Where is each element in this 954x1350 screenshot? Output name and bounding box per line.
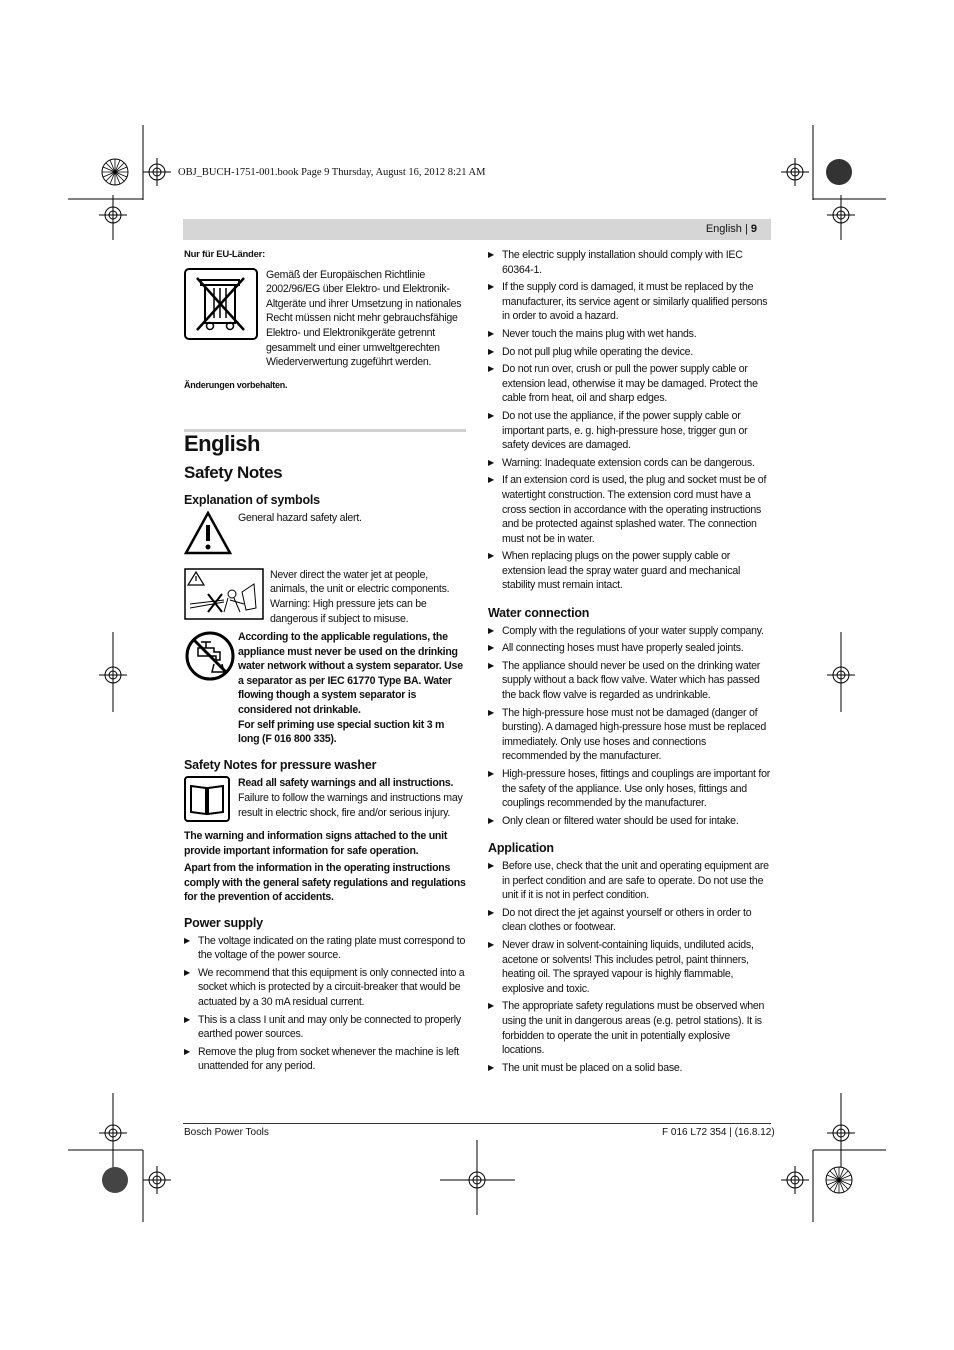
pressure-washer-heading: Safety Notes for pressure washer bbox=[184, 757, 377, 772]
header-language: English bbox=[705, 223, 742, 235]
power-supply-heading: Power supply bbox=[184, 916, 263, 930]
safety-notes-heading: Safety Notes bbox=[184, 462, 283, 482]
drinking-warning-block bbox=[238, 630, 468, 747]
eu-weee-block bbox=[184, 268, 469, 370]
drinking-warning-text: According to the applicable regulations, the appliance must never be used on the drinking water network without a system separator. Use a separator as per IEC 61770 Type BA. Water flowing though a system separator is considered not drinkable. bbox=[238, 631, 463, 717]
list-item: ▶ Do not direct the jet against yourself or others in order to clean clothes or footwear. bbox=[488, 906, 773, 935]
hazard-symbol-row bbox=[184, 511, 469, 560]
footer-rule bbox=[183, 1123, 771, 1124]
symbols-heading: Explanation of symbols bbox=[184, 492, 320, 507]
left-column bbox=[184, 248, 469, 1077]
list-item: ▶ Do not run over, crush or pull the power supply cable or extension lead, otherwise it may be damaged. Protect the cable from heat, oil and sharp edges. bbox=[488, 362, 773, 406]
signs-info-text: The warning and information signs attached to the unit provide important information for safe operation. bbox=[184, 830, 448, 857]
read-manual-row bbox=[184, 776, 469, 827]
read-warnings-text: Failure to follow the warnings and instructions may result in electric shock, fire and/or serious injury. bbox=[238, 792, 463, 819]
list-item: ▶ Comply with the regulations of your water supply company. bbox=[488, 624, 773, 639]
page-header bbox=[706, 223, 757, 235]
application-heading: Application bbox=[488, 841, 554, 856]
list-item: ▶ The unit must be placed on a solid base. bbox=[488, 1061, 773, 1076]
list-item: ▶ Do not use the appliance, if the power supply cable or important parts, e. g. high-pressure hose, trigger gun or safety devices are damaged. bbox=[488, 409, 773, 453]
list-item: ▶ The high-pressure hose must not be damaged (danger of bursting). A damaged high-pressure hose must be replaced immediately. Only use hoses and connections recommended by the manufacturer. bbox=[488, 706, 773, 764]
electrical-list bbox=[488, 248, 773, 593]
list-item: ▶ The appropriate safety regulations must be observed when using the unit in dangerous areas (e.g. petrol stations). It is forbidden to operate the unit in potentially explosive locations. bbox=[488, 999, 773, 1057]
jet-symbol-row bbox=[184, 568, 469, 626]
list-item: ▶ Never touch the mains plug with wet hands. bbox=[488, 327, 773, 342]
application-list bbox=[488, 859, 773, 1075]
hazard-warning-icon bbox=[184, 511, 238, 560]
list-item: ▶ We recommend that this equipment is only connected into a socket which is protected by a circuit-breaker that would be actuated by a 30 mA residual current. bbox=[184, 966, 469, 1010]
list-item: ▶ All connecting hoses must have properly sealed joints. bbox=[488, 641, 773, 656]
print-slug-line: OBJ_BUCH-1751-001.book Page 9 Thursday, August 16, 2012 8:21 AM bbox=[178, 167, 486, 178]
water-connection-heading: Water connection bbox=[488, 606, 590, 621]
list-item: ▶ Only clean or filtered water should be used for intake. bbox=[488, 814, 773, 829]
water-jet-warning-icon bbox=[184, 568, 270, 625]
footer-doc-number: F 016 L72 354 | (16.8.12) bbox=[662, 1127, 775, 1138]
no-drinking-water-icon bbox=[184, 630, 238, 687]
list-item: ▶ Never draw in solvent-containing liquids, undiluted acids, acetone or solvents! This includes petrol, paint thinners, heating oil. The sprayed vapour is highly flammable, explosive and toxic. bbox=[488, 938, 773, 996]
list-item: ▶ The electric supply installation should comply with IEC 60364-1. bbox=[488, 248, 773, 277]
list-item: ▶ If an extension cord is used, the plug and socket must be of watertight construction. The extension cord must have a cross section in accordance with the operating instructions and be protected against splashed water. The connection must not be in water. bbox=[488, 473, 773, 546]
list-item: ▶ Warning: Inadequate extension cords can be dangerous. bbox=[488, 456, 773, 471]
list-item: ▶ High-pressure hoses, fittings and couplings are important for the safety of the appliance. Use only hoses, fittings and couplings recommended by the manufacturer. bbox=[488, 767, 773, 811]
list-item: ▶ Before use, check that the unit and operating equipment are in perfect condition and are safe to operate. Do not use the unit if it is not in perfect condition. bbox=[488, 859, 773, 903]
jet-warning-text: Never direct the water jet at people, animals, the unit or electric components. Warning: High pressure jets can be dangerous if subject to misuse. bbox=[270, 568, 450, 625]
list-item: ▶ When replacing plugs on the power supply cable or extension lead the spray water guard and mechanical stability must remain intact. bbox=[488, 549, 773, 593]
changes-note: Änderungen vorbehalten. bbox=[184, 379, 288, 390]
eu-text: Gemäß der Europäischen Richtlinie 2002/96/EG über Elektro- und Elektronik-Altgeräte und ihrer Umsetzung in nationales Recht müssen nicht mehr gebrauchsfähige Elektro- und Elektronikgeräte getrennt gesammelt und einer umweltgerechten Wiederverwertung zugeführt werden. bbox=[266, 268, 462, 369]
page-header-bar bbox=[183, 219, 771, 240]
list-item: ▶ Do not pull plug while operating the device. bbox=[488, 345, 773, 360]
right-column bbox=[488, 248, 773, 1078]
list-item: ▶ This is a class I unit and may only be connected to properly earthed power sources. bbox=[184, 1013, 469, 1042]
suction-kit-text: For self priming use special suction kit 3 m long (F 016 800 335). bbox=[238, 718, 445, 746]
list-item: ▶ The voltage indicated on the rating plate must correspond to the voltage of the power source. bbox=[184, 934, 469, 963]
header-separator: | bbox=[744, 223, 748, 235]
language-heading: English bbox=[184, 431, 260, 457]
page-number: 9 bbox=[750, 223, 757, 235]
regulations-text: Apart from the information in the operating instructions comply with the general safety regulations and regulations for the prevention of accidents. bbox=[184, 862, 466, 904]
drinking-symbol-row bbox=[184, 630, 469, 747]
read-warnings-bold: Read all safety warnings and all instructions. bbox=[238, 777, 454, 790]
hazard-text: General hazard safety alert. bbox=[238, 512, 362, 525]
water-connection-list bbox=[488, 624, 773, 829]
read-manual-block bbox=[238, 776, 468, 820]
read-manual-icon bbox=[184, 776, 238, 827]
eu-title: Nur für EU-Länder: bbox=[184, 249, 265, 260]
list-item: ▶ The appliance should never be used on the drinking water supply without a back flow valve. Water which has passed the back flow valve is regarded as undrinkable. bbox=[488, 659, 773, 703]
list-item: ▶ Remove the plug from socket whenever the machine is left unattended for any period. bbox=[184, 1045, 469, 1074]
list-item: ▶ If the supply cord is damaged, it must be replaced by the manufacturer, its service agent or similarly qualified persons in order to avoid a hazard. bbox=[488, 280, 773, 324]
weee-bin-icon bbox=[184, 268, 266, 345]
power-supply-list bbox=[184, 934, 469, 1074]
footer-brand: Bosch Power Tools bbox=[184, 1127, 269, 1138]
